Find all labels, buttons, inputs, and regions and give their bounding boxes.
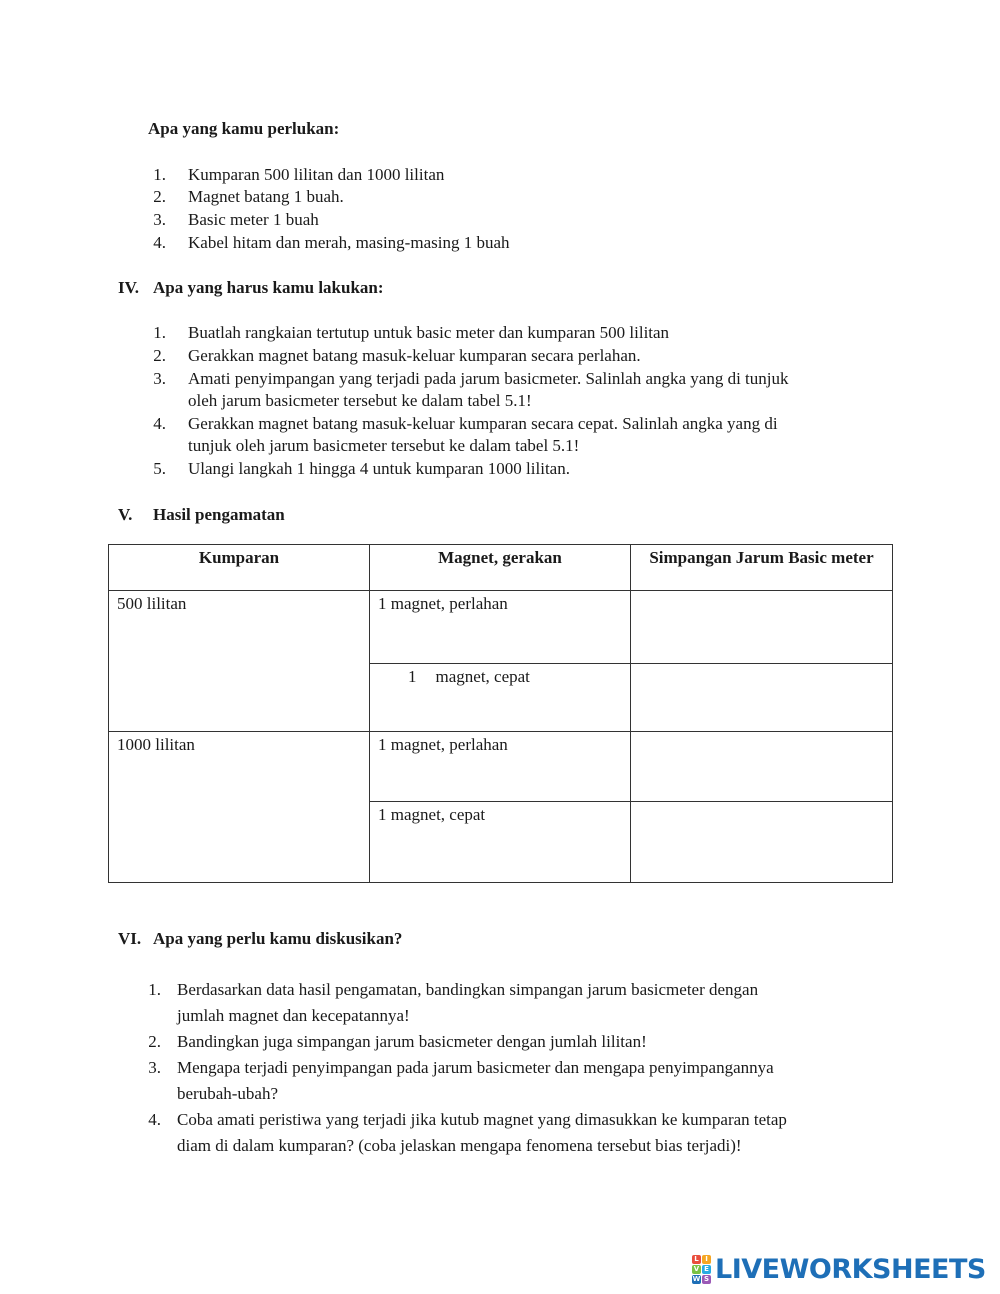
logo-tile: S — [703, 1274, 710, 1283]
observation-table — [108, 544, 893, 883]
header-motion: Magnet, gerakan — [370, 545, 631, 591]
deflection-input-cell[interactable] — [631, 591, 893, 664]
section-vi-heading: Apa yang perlu kamu diskusikan? — [153, 929, 403, 948]
motion-text: magnet, cepat — [435, 667, 530, 686]
list-item: Buatlah rangkaian tertutup untuk basic meter dan kumparan 500 lilitan — [188, 323, 670, 342]
list-item: Gerakkan magnet batang masuk-keluar kumparan secara cepat. Salinlah angka yang di — [188, 414, 778, 433]
list-number: 1. — [153, 165, 166, 184]
list-item-cont: jumlah magnet dan kecepatannya! — [177, 1006, 410, 1025]
list-number: 2. — [153, 187, 166, 206]
materials-heading: Apa yang kamu perlukan: — [148, 119, 340, 138]
logo-tile: L — [692, 1255, 701, 1264]
motion-cell: 1 magnet, perlahan — [370, 591, 631, 664]
motion-cell: 1 magnet, cepat — [370, 802, 631, 883]
list-item-cont: oleh jarum basicmeter tersebut ke dalam tabel 5.1! — [188, 391, 532, 410]
logo-text: LIVEWORKSHEETS — [715, 1253, 986, 1285]
table-row — [109, 591, 893, 664]
list-number: 2. — [153, 346, 166, 365]
list-item-cont: berubah-ubah? — [177, 1084, 279, 1103]
list-item: Mengapa terjadi penyimpangan pada jarum basicmeter dan mengapa penyimpangannya — [177, 1058, 774, 1077]
deflection-input-cell[interactable] — [631, 802, 893, 883]
list-number: 5. — [153, 459, 166, 478]
list-item: Berdasarkan data hasil pengamatan, bandingkan simpangan jarum basicmeter dengan — [177, 980, 759, 999]
section-v-numeral: V. — [118, 505, 133, 524]
deflection-input-cell[interactable] — [631, 732, 893, 802]
list-item-cont: diam di dalam kumparan? (coba jelaskan mengapa fenomena tersebut bias terjadi)! — [177, 1136, 742, 1155]
liveworksheets-icon — [692, 1255, 711, 1284]
coil-cell: 500 lilitan — [109, 591, 370, 732]
motion-cell — [370, 664, 631, 732]
coil-cell: 1000 lilitan — [109, 732, 370, 883]
section-iv-numeral: IV. — [118, 278, 139, 297]
deflection-input-cell[interactable] — [631, 664, 893, 732]
section-vi-numeral: VI. — [118, 929, 142, 948]
list-item: Magnet batang 1 buah. — [188, 187, 344, 206]
list-number: 4. — [148, 1110, 161, 1129]
list-item: Gerakkan magnet batang masuk-keluar kumparan secara perlahan. — [188, 346, 641, 365]
list-item: Ulangi langkah 1 hingga 4 untuk kumparan 1000 lilitan. — [188, 459, 570, 478]
header-coil: Kumparan — [109, 545, 370, 591]
list-number: 3. — [153, 210, 166, 229]
list-item: Basic meter 1 buah — [188, 210, 319, 229]
list-number: 1. — [148, 980, 161, 999]
list-number: 4. — [153, 414, 166, 433]
list-number: 2. — [148, 1032, 161, 1051]
section-iv-heading: Apa yang harus kamu lakukan: — [153, 278, 384, 297]
list-number: 3. — [148, 1058, 161, 1077]
list-item: Bandingkan juga simpangan jarum basicmeter dengan jumlah lilitan! — [177, 1032, 647, 1051]
logo-tile: E — [702, 1265, 711, 1274]
list-number: 4. — [153, 233, 166, 252]
list-item: Coba amati peristiwa yang terjadi jika kutub magnet yang dimasukkan ke kumparan tetap — [177, 1110, 787, 1129]
logo-tile: V — [693, 1264, 700, 1273]
logo-tile: I — [702, 1255, 711, 1264]
table-header-row — [109, 545, 893, 591]
list-item-cont: tunjuk oleh jarum basicmeter tersebut ke dalam tabel 5.1! — [188, 436, 580, 455]
motion-number: 1 — [408, 667, 417, 686]
list-item: Amati penyimpangan yang terjadi pada jarum basicmeter. Salinlah angka yang di tunjuk — [188, 369, 789, 388]
list-number: 1. — [153, 323, 166, 342]
list-item: Kabel hitam dan merah, masing-masing 1 buah — [188, 233, 510, 252]
liveworksheets-logo[interactable] — [692, 1254, 986, 1284]
header-deflection: Simpangan Jarum Basic meter — [631, 545, 893, 591]
list-item: Kumparan 500 lilitan dan 1000 lilitan — [188, 165, 445, 184]
section-v-heading: Hasil pengamatan — [153, 505, 285, 524]
list-number: 3. — [153, 369, 166, 388]
table-row — [109, 732, 893, 802]
motion-cell: 1 magnet, perlahan — [370, 732, 631, 802]
logo-tile: W — [692, 1274, 701, 1283]
